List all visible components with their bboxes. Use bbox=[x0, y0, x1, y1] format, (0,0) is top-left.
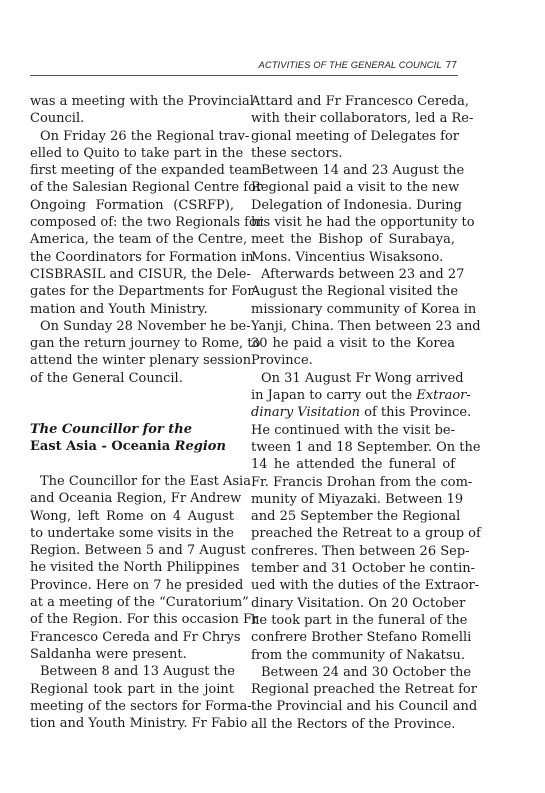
text-line: He continued with the visit be- bbox=[251, 422, 455, 438]
text-line: attend the winter plenary session bbox=[30, 353, 252, 369]
page-number: 77 bbox=[445, 60, 457, 71]
text-line: Francesco Cereda and Fr Chrys bbox=[30, 629, 241, 645]
text-line: On 31 August Fr Wong arrived bbox=[261, 370, 464, 386]
paragraph bbox=[30, 128, 264, 318]
paragraph bbox=[251, 370, 481, 664]
text-line: Between 14 and 23 August the bbox=[261, 163, 465, 179]
text-line: ued with the duties of the Extraor- bbox=[251, 578, 480, 594]
text-line: Council. bbox=[30, 111, 85, 127]
text-line bbox=[251, 387, 471, 404]
text-line: 30 he paid a visit to the Korea bbox=[251, 336, 455, 352]
spacer bbox=[30, 387, 234, 421]
heading-text: The Councillor for the bbox=[30, 422, 192, 438]
text-line: Regional preached the Retreat for bbox=[251, 682, 477, 698]
running-header bbox=[30, 59, 457, 71]
text-line: he visited the North Philippines bbox=[30, 560, 240, 576]
text-line: composed of: the two Regionals for bbox=[30, 215, 264, 231]
paragraph bbox=[251, 266, 481, 370]
text-line: and 25 September the Regional bbox=[251, 509, 461, 525]
text-line: missionary community of Korea in bbox=[251, 301, 477, 317]
text-line: preached the Retreat to a group of bbox=[251, 526, 481, 542]
text-line bbox=[251, 404, 472, 421]
paragraph bbox=[30, 318, 261, 387]
paragraph bbox=[30, 663, 252, 732]
text-line: from the community of Nakatsu. bbox=[251, 647, 466, 663]
text-line: The Councillor for the East Asia bbox=[40, 473, 251, 489]
text-line: gates for the Departments for For- bbox=[30, 284, 258, 300]
text-line: Province. bbox=[251, 353, 313, 369]
heading-text: Region bbox=[174, 439, 226, 455]
paragraph bbox=[251, 93, 474, 162]
text-line: CISBRASIL and CISUR, the Dele- bbox=[30, 266, 251, 282]
text-line: of the Region. For this occasion Fr bbox=[30, 612, 259, 628]
text-line: Between 24 and 30 October the bbox=[261, 664, 472, 680]
text-line: and Oceania Region, Fr Andrew bbox=[30, 491, 242, 507]
text-line: he took part in the funeral of the bbox=[251, 612, 468, 628]
text-line: America, the team of the Centre, bbox=[30, 232, 248, 248]
text-line: Delegation of Indonesia. During bbox=[251, 197, 462, 213]
heading-line bbox=[30, 421, 234, 438]
text-line: confrere Brother Stefano Romelli bbox=[251, 630, 472, 646]
text-line: to undertake some visits in the bbox=[30, 525, 234, 541]
text-line: Province. Here on 7 he presided bbox=[30, 577, 244, 593]
text-line: of the General Council. bbox=[30, 370, 183, 386]
text-line: Between 8 and 13 August the bbox=[40, 664, 235, 680]
text-line: munity of Miyazaki. Between 19 bbox=[251, 491, 464, 507]
left-column bbox=[30, 93, 264, 732]
text-line: dinary Visitation. On 20 October bbox=[251, 595, 466, 611]
text-line: Mons. Vincentius Wisaksono. bbox=[251, 249, 444, 265]
text-line: August the Regional visited the bbox=[251, 284, 459, 300]
right-column bbox=[251, 93, 481, 733]
text-line: tween 1 and 18 September. On the bbox=[251, 439, 481, 455]
text-line: tion and Youth Ministry. Fr Fabio bbox=[30, 716, 248, 732]
text-line: Regional took part in the joint bbox=[30, 681, 234, 697]
text-line: Wong, left Rome on 4 August bbox=[30, 508, 234, 524]
spacer bbox=[30, 456, 234, 473]
text-line: Region. Between 5 and 7 August bbox=[30, 543, 246, 559]
text-line: tember and 31 October he contin- bbox=[251, 561, 476, 577]
text-line: his visit he had the opportunity to bbox=[251, 215, 475, 231]
text-line: On Sunday 28 November he be- bbox=[40, 318, 251, 334]
heading-line bbox=[30, 438, 234, 455]
paragraph bbox=[30, 93, 254, 128]
text-line: all the Rectors of the Province. bbox=[251, 716, 456, 732]
header-rule bbox=[30, 75, 458, 76]
text-line: gional meeting of Delegates for bbox=[251, 128, 460, 144]
text-line: Yanji, China. Then between 23 and bbox=[251, 318, 481, 334]
text-line: these sectors. bbox=[251, 145, 343, 161]
text-line: On Friday 26 the Regional trav- bbox=[40, 128, 250, 144]
text-run: of this Province. bbox=[360, 405, 472, 421]
paragraph bbox=[30, 473, 259, 663]
heading-text: East Asia - Oceania bbox=[30, 439, 175, 455]
text-line: meeting of the sectors for Forma- bbox=[30, 698, 252, 714]
text-line: the Coordinators for Formation in bbox=[30, 249, 254, 265]
paragraph bbox=[251, 162, 475, 266]
text-line: Attard and Fr Francesco Cereda, bbox=[251, 94, 469, 109]
running-title: ACTIVITIES OF THE GENERAL COUNCIL bbox=[258, 59, 442, 70]
text-line: Fr. Francis Drohan from the com- bbox=[251, 474, 473, 490]
text-line: of the Salesian Regional Centre for bbox=[30, 180, 263, 196]
text-line: mation and Youth Ministry. bbox=[30, 301, 208, 317]
text-line: at a meeting of the “Curatorium” bbox=[30, 595, 249, 611]
text-line: was a meeting with the Provincial bbox=[30, 94, 254, 109]
text-run: Extraor- bbox=[416, 388, 471, 404]
section-heading bbox=[30, 421, 234, 456]
text-line: the Provincial and his Council and bbox=[251, 699, 478, 715]
text-line: Saldanha were present. bbox=[30, 646, 187, 662]
text-line: elled to Quito to take part in the bbox=[30, 145, 244, 161]
paragraph bbox=[251, 664, 478, 733]
text-line: Regional paid a visit to the new bbox=[251, 180, 460, 196]
text-line: meet the Bishop of Surabaya, bbox=[251, 232, 455, 248]
text-line: Ongoing Formation (CSRFP), bbox=[30, 197, 234, 213]
text-line: Afterwards between 23 and 27 bbox=[261, 266, 465, 282]
text-line: 14 he attended the funeral of bbox=[251, 457, 455, 473]
text-run: in Japan to carry out the bbox=[251, 388, 417, 404]
text-line: confreres. Then between 26 Sep- bbox=[251, 543, 470, 559]
text-line: with their collaborators, led a Re- bbox=[251, 111, 474, 127]
text-line: first meeting of the expanded team bbox=[30, 163, 262, 179]
text-line: gan the return journey to Rome, to bbox=[30, 336, 261, 352]
text-run: dinary Visitation bbox=[251, 405, 360, 421]
